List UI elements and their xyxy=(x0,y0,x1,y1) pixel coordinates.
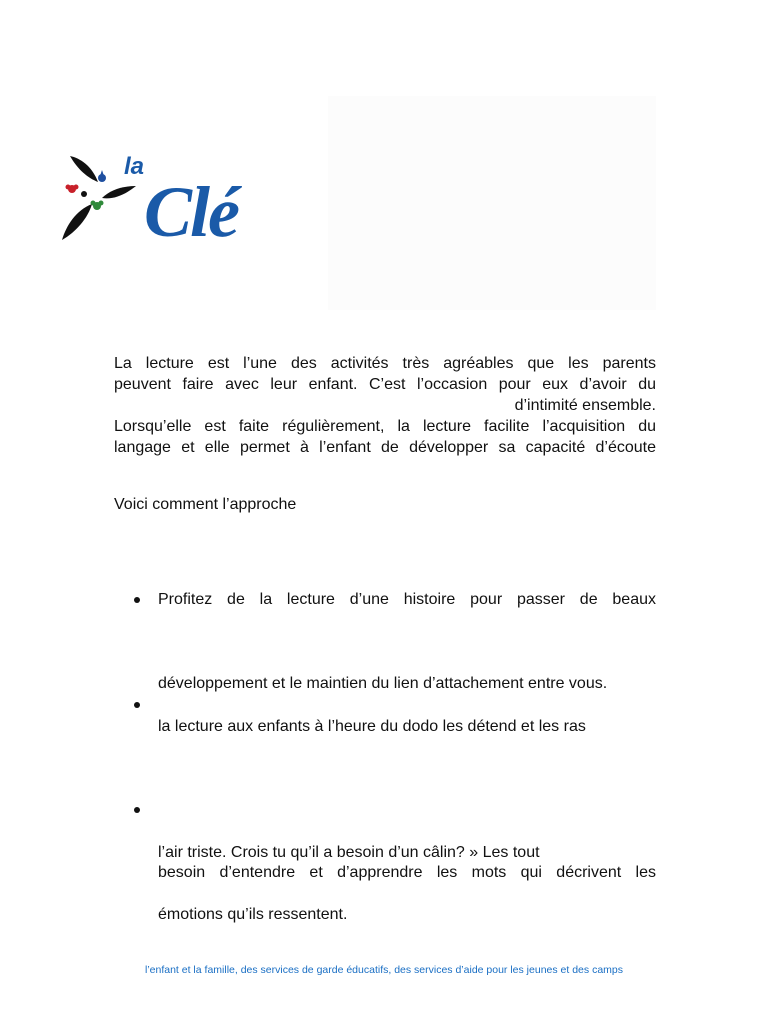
bullet-1-line-1: Profitez de la lecture d’une histoire pour passer de beaux xyxy=(158,591,656,608)
voici-line: Voici comment l’approche xyxy=(114,496,297,513)
logo-petal-top xyxy=(70,156,98,182)
bullet-dot-1 xyxy=(133,596,141,604)
intro-line-3: d’intimité ensemble. xyxy=(514,397,656,414)
intro-line-5: langage et elle permet à l’enfant de développer sa capacité d’écoute xyxy=(114,439,656,456)
logo-petal-bottom xyxy=(62,204,92,240)
faint-image-area xyxy=(328,96,656,310)
logo-graphic xyxy=(58,148,308,248)
bullet-dot-2 xyxy=(133,701,141,709)
intro-line-1: La lecture est l’une des activités très agréables que les parents xyxy=(114,355,656,372)
bullet-1-line-2: développement et le maintien du lien d’attachement entre vous. xyxy=(158,675,608,692)
logo-petal-right xyxy=(102,186,136,198)
logo-small-text: la xyxy=(124,153,145,180)
footer-text: l’enfant et la famille, des services de garde éducatifs, des services d’aide pour les jeunes et des camps xyxy=(144,964,623,976)
bullet-dot-3 xyxy=(133,806,141,814)
bullet-3-line-1: l’air triste. Crois tu qu’il a besoin d’un câlin? » Les tout xyxy=(158,844,540,861)
logo-big-text: Clé xyxy=(144,172,238,248)
intro-line-4: Lorsqu’elle est faite régulièrement, la lecture facilite l’acquisition du xyxy=(114,418,656,435)
la-cle-logo xyxy=(58,148,308,248)
intro-paragraph xyxy=(114,353,656,458)
bullet-3-line-2: besoin d’entendre et d’apprendre les mots qui décrivent les xyxy=(158,864,656,881)
bullet-3-line-3: émotions qu’ils ressentent. xyxy=(158,906,348,923)
bullet-2-line-1: la lecture aux enfants à l’heure du dodo les détend et les ras xyxy=(158,718,586,735)
intro-line-2: peuvent faire avec leur enfant. C’est l’occasion pour eux d’avoir du xyxy=(114,376,656,393)
